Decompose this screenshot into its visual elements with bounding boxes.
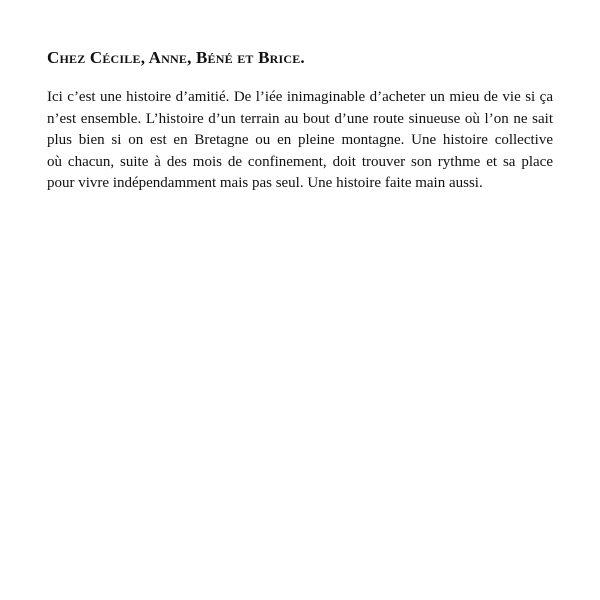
paragraph-line: pour vivre indépendamment mais pas seul. Une histoire faite main aussi. xyxy=(47,175,483,191)
paragraph-line: plus bien si on est en Bretagne ou en pleine montagne. Une histoire collective xyxy=(47,132,553,148)
paragraph-line: n’est ensemble. L’histoire d’un terrain au bout d’une route sinueuse où l’on ne sait xyxy=(47,110,553,127)
document-paragraph xyxy=(47,87,553,195)
document-heading: Chez Cécile, Anne, Béné et Brice. xyxy=(47,48,305,67)
paragraph-line: où chacun, suite à des mois de confinement, doit trouver son rythme et sa place xyxy=(47,153,553,170)
paragraph-line: Ici c’est une histoire d’amitié. De l’iée inimaginable d’acheter un mieu de vie si ça xyxy=(47,89,553,105)
